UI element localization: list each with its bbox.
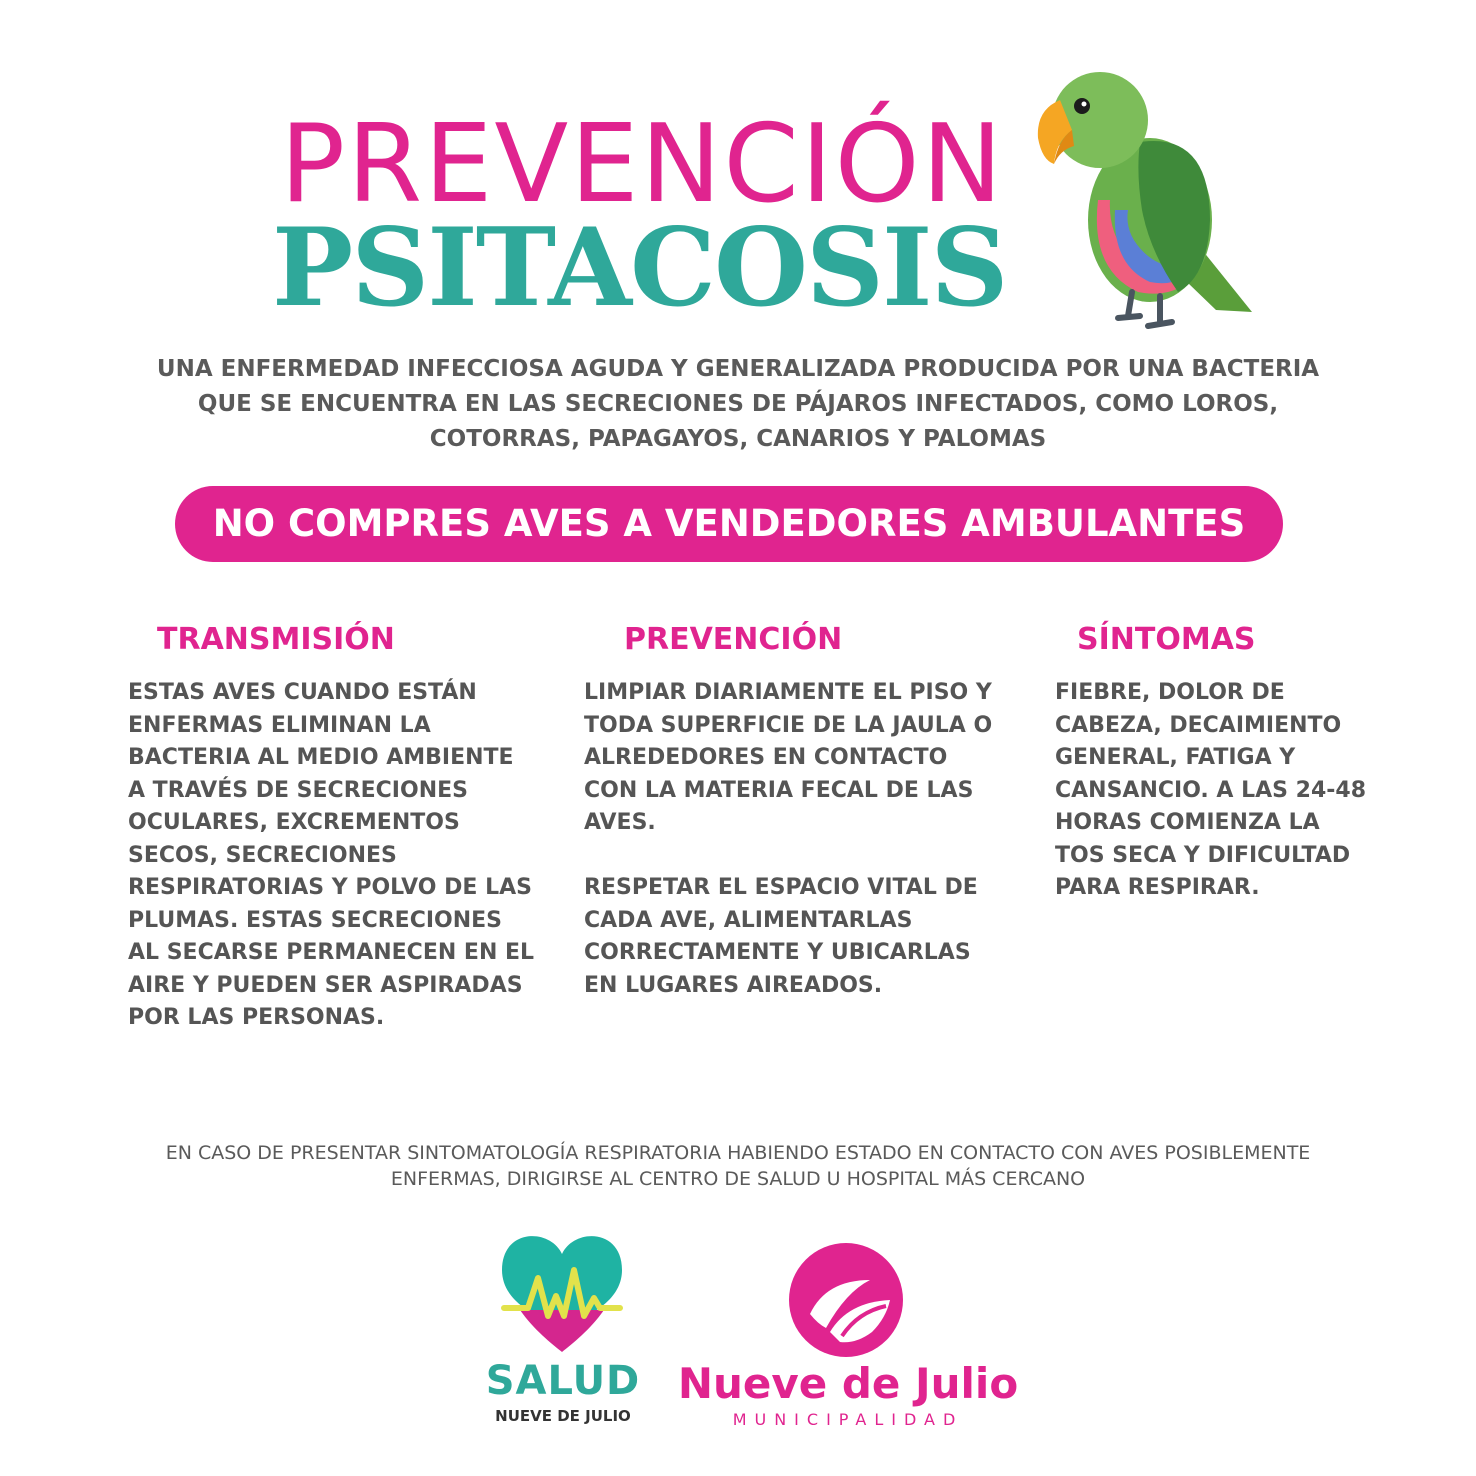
column-title-prevencion: PREVENCIÓN <box>624 622 843 657</box>
title-line-2: PSITACOSIS <box>272 205 1007 331</box>
column-text-prevencion <box>584 677 1004 1002</box>
column-paragraph: LIMPIAR DIARIAMENTE EL PISO Y TODA SUPERFICIE DE LA JAULA O ALREDEDORES EN CONTACTO CON LA MATERIA FECAL DE LAS AVES. <box>584 680 993 835</box>
footer-note: EN CASO DE PRESENTAR SINTOMATOLOGÍA RESPIRATORIA HABIENDO ESTADO EN CONTACTO CON AVES POSIBLEMENTE ENFERMAS, DIRIGIRSE AL CENTRO DE SALUD U HOSPITAL MÁS CERCANO <box>165 1142 1311 1190</box>
salud-wordmark: SALUD <box>485 1358 641 1404</box>
road-emblem-icon <box>786 1240 906 1360</box>
parrot-illustration <box>1020 60 1260 340</box>
column-title-transmision: TRANSMISIÓN <box>157 622 395 657</box>
municipalidad-logo <box>668 1232 1038 1432</box>
column-title-sintomas: SÍNTOMAS <box>1077 622 1256 657</box>
intro-text: UNA ENFERMEDAD INFECCIOSA AGUDA Y GENERALIZADA PRODUCIDA POR UNA BACTERIA QUE SE ENCUENTRA EN LAS SECRECIONES DE PÁJAROS INFECTADOS, COMO LOROS, COTORRAS, PAPAGAYOS, CANARIOS Y PALOMAS <box>156 356 1320 452</box>
salud-subtitle: NUEVE DE JULIO <box>495 1407 631 1425</box>
warning-banner: NO COMPRES AVES A VENDEDORES AMBULANTES <box>175 486 1283 562</box>
column-paragraph: RESPETAR EL ESPACIO VITAL DE CADA AVE, ALIMENTARLAS CORRECTAMENTE Y UBICARLAS EN LUGARES AIREADOS. <box>584 875 978 998</box>
municipalidad-wordmark: Nueve de Julio <box>677 1359 1019 1408</box>
salud-logo <box>470 1220 670 1430</box>
column-text-transmision <box>128 677 538 1035</box>
title-line-1: PREVENCIÓN <box>280 102 1005 227</box>
column-text-sintomas <box>1055 677 1373 905</box>
column-paragraph: ESTAS AVES CUANDO ESTÁN ENFERMAS ELIMINAN LA BACTERIA AL MEDIO AMBIENTE A TRAVÉS DE SECRECIONES OCULARES, EXCREMENTOS SECOS, SECRECIONES RESPIRATORIAS Y POLVO DE LAS PLUMAS. ESTAS SECRECIONES AL SECARSE PERMANECEN EN EL AIRE Y PUEDEN SER ASPIRADAS POR LAS PERSONAS. <box>128 680 535 1030</box>
column-paragraph: FIEBRE, DOLOR DE CABEZA, DECAIMIENTO GENERAL, FATIGA Y CANSANCIO. A LAS 24-48 HORAS COMIENZA LA TOS SECA Y DIFICULTAD PARA RESPIRAR. <box>1055 680 1367 900</box>
heart-pulse-icon <box>498 1226 626 1356</box>
municipalidad-subtitle: MUNICIPALIDAD <box>732 1410 964 1429</box>
